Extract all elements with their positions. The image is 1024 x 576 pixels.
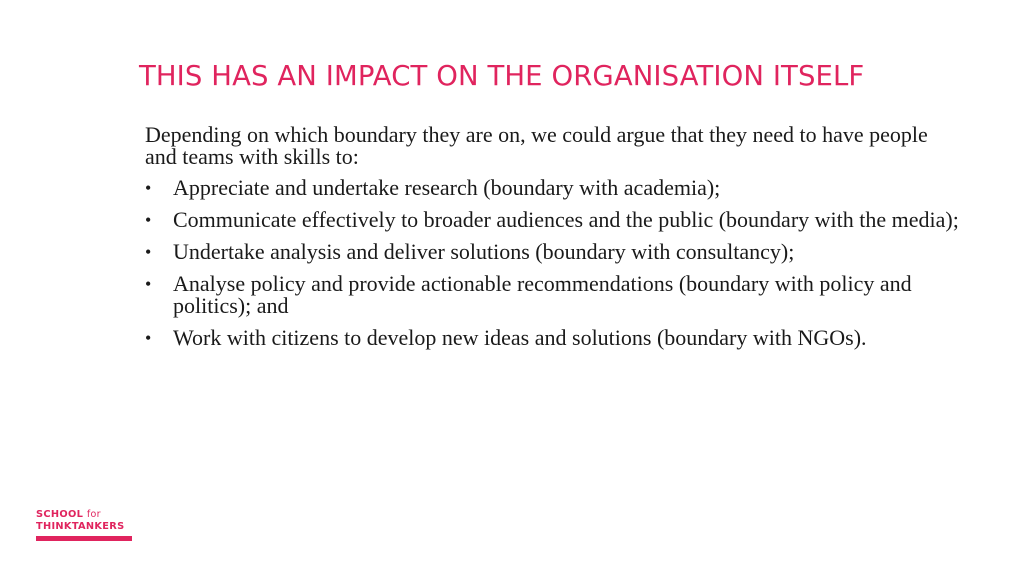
bullet-item [145, 177, 965, 199]
bullet-icon: • [145, 328, 152, 348]
bullet-icon: • [145, 210, 152, 230]
logo-for-text: for [86, 509, 101, 520]
bullet-item [145, 241, 965, 263]
logo-thinktankers-text: THINKTANKERS [36, 521, 125, 532]
logo-underline-bar [36, 536, 132, 541]
logo-school-text: SCHOOL [36, 509, 84, 520]
bullet-item [145, 209, 965, 231]
bullet-text: Undertake analysis and deliver solutions (boundary with consultancy); [173, 239, 795, 264]
bullet-text: Communicate effectively to broader audiences and the public (boundary with the media); [173, 207, 959, 232]
school-for-thinktankers-logo [36, 509, 136, 541]
logo-line-1 [36, 509, 136, 521]
bullet-text: Analyse policy and provide actionable recommendations (boundary with policy and politics); and [173, 271, 912, 318]
slide-body [145, 124, 965, 359]
slide-title: THIS HAS AN IMPACT ON THE ORGANISATION ITSELF [139, 60, 865, 92]
intro-paragraph: Depending on which boundary they are on, we could argue that they need to have people and teams with skills to: [145, 122, 928, 169]
bullet-icon: • [145, 242, 152, 262]
bullet-item [145, 327, 965, 349]
bullet-text: Work with citizens to develop new ideas and solutions (boundary with NGOs). [173, 325, 867, 350]
bullet-text: Appreciate and undertake research (boundary with academia); [173, 175, 721, 200]
bullet-list [145, 177, 965, 349]
bullet-icon: • [145, 274, 152, 294]
bullet-icon: • [145, 178, 152, 198]
bullet-item [145, 273, 965, 317]
